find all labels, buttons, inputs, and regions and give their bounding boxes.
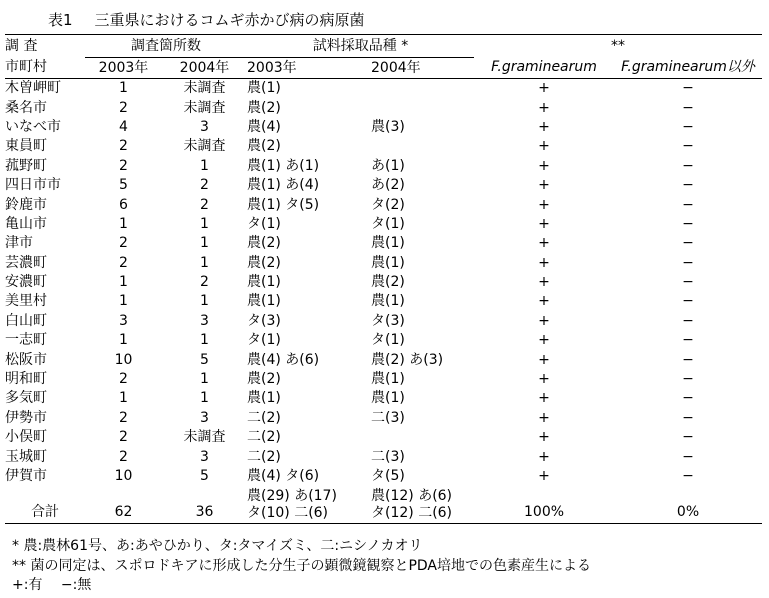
cultivar-2003-cell: 農(1) タ(5): [247, 196, 320, 213]
header-municipality: 市町村: [5, 58, 85, 79]
sites-2004-cell: 3: [200, 118, 209, 135]
table-caption: 三重県におけるコムギ赤かび病の病原菌: [94, 11, 365, 29]
fg-other-cell: −: [682, 448, 694, 465]
total-cultivar-2003-line2: タ(10) 二(6): [247, 505, 329, 522]
header-fg-other: F.graminearum以外: [614, 58, 762, 79]
table-row: [5, 467, 762, 486]
sites-2004-cell: 3: [200, 312, 209, 329]
header-fg: F.graminearum: [474, 58, 614, 79]
fg-cell: +: [538, 429, 550, 446]
table-row: [5, 447, 762, 466]
fg-cell: +: [538, 293, 550, 310]
header-cultivar-2003: 2003年: [247, 58, 371, 79]
fg-other-cell: −: [682, 254, 694, 271]
fg-cell: +: [538, 332, 550, 349]
cultivar-2003-cell: 二(2): [247, 409, 281, 426]
fg-other-cell: −: [682, 274, 694, 291]
sites-2003-cell: 10: [114, 468, 133, 484]
cultivar-2004-cell: 農(1): [371, 235, 405, 252]
city-cell: 多気町: [5, 390, 47, 407]
cultivar-2003-cell: タ(1): [247, 332, 281, 349]
table-row: [5, 176, 762, 195]
total-n2004: 36: [162, 486, 247, 523]
sites-2003-cell: 1: [119, 274, 128, 291]
fg-cell: +: [538, 118, 550, 135]
city-cell: 津市: [5, 235, 33, 252]
cultivar-2003-cell: 農(2): [247, 138, 281, 155]
sites-2004-cell: 3: [200, 448, 209, 465]
cultivar-2004-cell: [371, 79, 474, 99]
sites-2004-cell: 1: [200, 254, 209, 271]
fg-cell: +: [538, 157, 550, 174]
table-row: [5, 157, 762, 176]
city-cell: 小俣町: [5, 429, 47, 446]
sites-2004-cell: 2: [200, 196, 209, 213]
city-cell: 安濃町: [5, 274, 47, 291]
city-cell: 東員町: [5, 138, 47, 155]
fg-other-cell: −: [682, 215, 694, 232]
fg-other-cell: −: [682, 157, 694, 174]
sites-2004-cell: 1: [200, 293, 209, 310]
table-number: 表1: [48, 11, 73, 29]
fg-cell: +: [538, 390, 550, 407]
sites-2003-cell: 1: [119, 293, 128, 310]
sites-2004-cell: 2: [200, 274, 209, 291]
cultivar-2004-cell: 農(1): [371, 254, 405, 271]
cultivar-2004-cell: 農(1): [371, 293, 405, 310]
cultivar-2004-cell: 二(3): [371, 409, 405, 426]
cultivar-2003-cell: 農(4): [247, 118, 281, 135]
sites-2003-cell: 2: [119, 448, 128, 465]
sites-2004-cell: 1: [200, 390, 209, 407]
cultivar-2003-cell: 二(2): [247, 429, 281, 446]
table-row: [5, 215, 762, 234]
fg-cell: +: [538, 468, 550, 484]
table-row: [5, 312, 762, 331]
city-cell: 伊勢市: [5, 409, 47, 426]
table-row: [5, 370, 762, 389]
city-cell: 明和町: [5, 371, 47, 388]
city-cell: 白山町: [5, 312, 47, 329]
fg-other-cell: −: [682, 118, 694, 135]
sites-2004-cell: 1: [200, 332, 209, 349]
sites-2003-cell: 2: [119, 371, 128, 388]
fg-other-cell: −: [682, 293, 694, 310]
cultivar-2004-cell: 農(1): [371, 390, 405, 407]
footnote-identification: ** 菌の同定は、スポロドキアに形成した分生子の顕微鏡観察とPDA培地での色素産生による: [12, 557, 592, 574]
header-survey: 調 査: [5, 35, 85, 58]
total-cultivar-2004-line1: 農(12) あ(6): [371, 488, 453, 505]
total-cultivar-2004-line2: タ(12) 二(6): [371, 505, 453, 522]
sites-2004-cell: 5: [200, 468, 209, 484]
total-n2003: 62: [85, 486, 162, 523]
total-fg: 100%: [474, 486, 614, 523]
fg-other-cell: −: [682, 351, 694, 368]
table-row: [5, 98, 762, 117]
sites-2004-cell: 未調査: [183, 138, 226, 155]
city-cell: 芸濃町: [5, 254, 47, 271]
footnote-cultivars: * 農:農林61号、あ:あやひかり、タ:タマイズミ、二:ニシノカオリ: [12, 538, 423, 554]
sites-2004-cell: 3: [200, 409, 209, 426]
sites-2003-cell: 1: [119, 215, 128, 232]
cultivar-2004-cell: タ(2): [371, 196, 405, 213]
total-row: [5, 486, 762, 523]
sites-2003-cell: 2: [119, 99, 128, 116]
fg-other-cell: −: [682, 409, 694, 426]
sites-2004-cell: 1: [200, 235, 209, 252]
cultivar-2003-cell: 農(2): [247, 254, 281, 271]
table-row: [5, 350, 762, 369]
fg-other-cell: −: [682, 390, 694, 407]
table-row: [5, 389, 762, 408]
city-cell: 亀山市: [5, 215, 47, 232]
sites-2003-cell: 10: [114, 351, 133, 368]
table-row: [5, 409, 762, 428]
city-cell: 玉城町: [5, 448, 47, 465]
cultivar-2003-cell: タ(1): [247, 215, 281, 232]
sites-2003-cell: 2: [119, 409, 128, 426]
table-row: [5, 195, 762, 214]
table-row: [5, 273, 762, 292]
city-cell: 美里村: [5, 293, 47, 310]
cultivar-2004-cell: 農(1): [371, 371, 405, 388]
fg-cell: +: [538, 177, 550, 194]
sites-2004-cell: 未調査: [183, 99, 226, 116]
fg-cell: +: [538, 196, 550, 213]
cultivar-2004-cell: あ(2): [371, 177, 405, 194]
header-survey-sites: 調査箇所数: [85, 35, 247, 58]
cultivar-2004-cell: タ(3): [371, 312, 405, 329]
fg-other-cell: −: [682, 235, 694, 252]
fg-cell: +: [538, 99, 550, 116]
sites-2003-cell: 2: [119, 157, 128, 174]
city-cell: 木曽岬町: [5, 80, 61, 97]
table-row: [5, 428, 762, 447]
fg-other-cell: −: [682, 138, 694, 155]
cultivar-2003-cell: 農(4) タ(6): [247, 468, 320, 484]
city-cell: 一志町: [5, 332, 47, 349]
sites-2003-cell: 1: [119, 390, 128, 407]
cultivar-2004-cell: あ(1): [371, 157, 405, 174]
cultivar-2004-cell: タ(5): [371, 468, 405, 484]
footnote-legend: +:有 −:無: [12, 577, 92, 593]
header-sites-2003: 2003年: [85, 58, 162, 79]
table-row: [5, 234, 762, 253]
sites-2003-cell: 2: [119, 138, 128, 155]
fg-cell: +: [538, 235, 550, 252]
sites-2003-cell: 1: [119, 80, 128, 97]
header-row-2: [5, 58, 762, 79]
city-cell: いなべ市: [5, 118, 61, 135]
city-cell: 桑名市: [5, 99, 47, 116]
fg-cell: +: [538, 274, 550, 291]
fg-other-cell: −: [682, 177, 694, 194]
total-label: 合計: [5, 486, 85, 523]
fg-other-cell: −: [682, 429, 694, 446]
city-cell: 鈴鹿市: [5, 196, 47, 213]
sites-2003-cell: 3: [119, 312, 128, 329]
fg-other-cell: −: [682, 99, 694, 116]
table-row: [5, 79, 762, 99]
cultivar-2003-cell: 農(1) あ(1): [247, 157, 320, 174]
footnotes: [12, 537, 591, 596]
sites-2004-cell: 未調査: [183, 429, 226, 446]
fg-cell: +: [538, 215, 550, 232]
cultivar-2004-cell: 二(3): [371, 448, 405, 465]
fg-cell: +: [538, 448, 550, 465]
sites-2003-cell: 2: [119, 235, 128, 252]
fg-other-cell: −: [682, 371, 694, 388]
cultivar-2003-cell: 農(1): [247, 80, 281, 97]
cultivar-2003-cell: 農(2): [247, 235, 281, 252]
cultivar-2003-cell: 二(2): [247, 448, 281, 465]
city-cell: 伊賀市: [5, 468, 47, 484]
cultivar-2004-cell: [371, 428, 474, 447]
sites-2004-cell: 5: [200, 351, 209, 368]
cultivar-2004-cell: 農(2) あ(3): [371, 351, 444, 368]
sites-2004-cell: 1: [200, 215, 209, 232]
sites-2003-cell: 1: [119, 332, 128, 349]
fg-cell: +: [538, 254, 550, 271]
cultivar-2004-cell: タ(1): [371, 215, 405, 232]
header-row-1: [5, 35, 762, 58]
table-title: [48, 9, 365, 30]
total-other: 0%: [614, 486, 762, 523]
table-row: [5, 137, 762, 156]
sites-2003-cell: 2: [119, 254, 128, 271]
header-sites-2004: 2004年: [162, 58, 247, 79]
cultivar-2003-cell: 農(1): [247, 293, 281, 310]
sites-2003-cell: 5: [119, 177, 128, 194]
total-cultivar-2003: [247, 486, 371, 523]
table-row: [5, 331, 762, 350]
total-cultivar-2003-line1: 農(29) あ(17): [247, 488, 337, 505]
cultivar-2003-cell: 農(1) あ(4): [247, 177, 320, 194]
sites-2004-cell: 2: [200, 177, 209, 194]
fg-cell: +: [538, 80, 550, 97]
cultivar-2004-cell: 農(3): [371, 118, 405, 135]
fg-cell: +: [538, 312, 550, 329]
sites-2003-cell: 2: [119, 429, 128, 446]
cultivar-2003-cell: 農(2): [247, 371, 281, 388]
fg-cell: +: [538, 409, 550, 426]
fg-cell: +: [538, 371, 550, 388]
fg-other-cell: −: [682, 332, 694, 349]
table-row: [5, 118, 762, 137]
fg-cell: +: [538, 138, 550, 155]
cultivar-2004-cell: 農(2): [371, 274, 405, 291]
total-cultivar-2004: [371, 486, 474, 523]
sites-2004-cell: 未調査: [183, 80, 226, 97]
cultivar-2003-cell: 農(2): [247, 99, 281, 116]
sites-2004-cell: 1: [200, 371, 209, 388]
pathogen-table: [5, 34, 762, 524]
fg-other-cell: −: [682, 196, 694, 213]
cultivar-2003-cell: 農(1): [247, 390, 281, 407]
city-cell: 菰野町: [5, 157, 47, 174]
fg-other-cell: −: [682, 80, 694, 97]
table-row: [5, 254, 762, 273]
table-body: [5, 79, 762, 487]
city-cell: 松阪市: [5, 351, 47, 368]
sites-2003-cell: 6: [119, 196, 128, 213]
cultivar-2003-cell: 農(1): [247, 274, 281, 291]
header-pathogen: **: [474, 35, 762, 58]
fg-other-cell: −: [682, 468, 694, 484]
header-cultivar: 試料採取品種 *: [247, 35, 474, 58]
cultivar-2004-cell: [371, 137, 474, 156]
sites-2004-cell: 1: [200, 157, 209, 174]
header-cultivar-2004: 2004年: [371, 58, 474, 79]
cultivar-2003-cell: 農(4) あ(6): [247, 351, 320, 368]
city-cell: 四日市市: [5, 177, 61, 194]
fg-cell: +: [538, 351, 550, 368]
sites-2003-cell: 4: [119, 118, 128, 135]
cultivar-2003-cell: タ(3): [247, 312, 281, 329]
cultivar-2004-cell: タ(1): [371, 332, 405, 349]
fg-other-cell: −: [682, 312, 694, 329]
cultivar-2004-cell: [371, 98, 474, 117]
table-row: [5, 292, 762, 311]
